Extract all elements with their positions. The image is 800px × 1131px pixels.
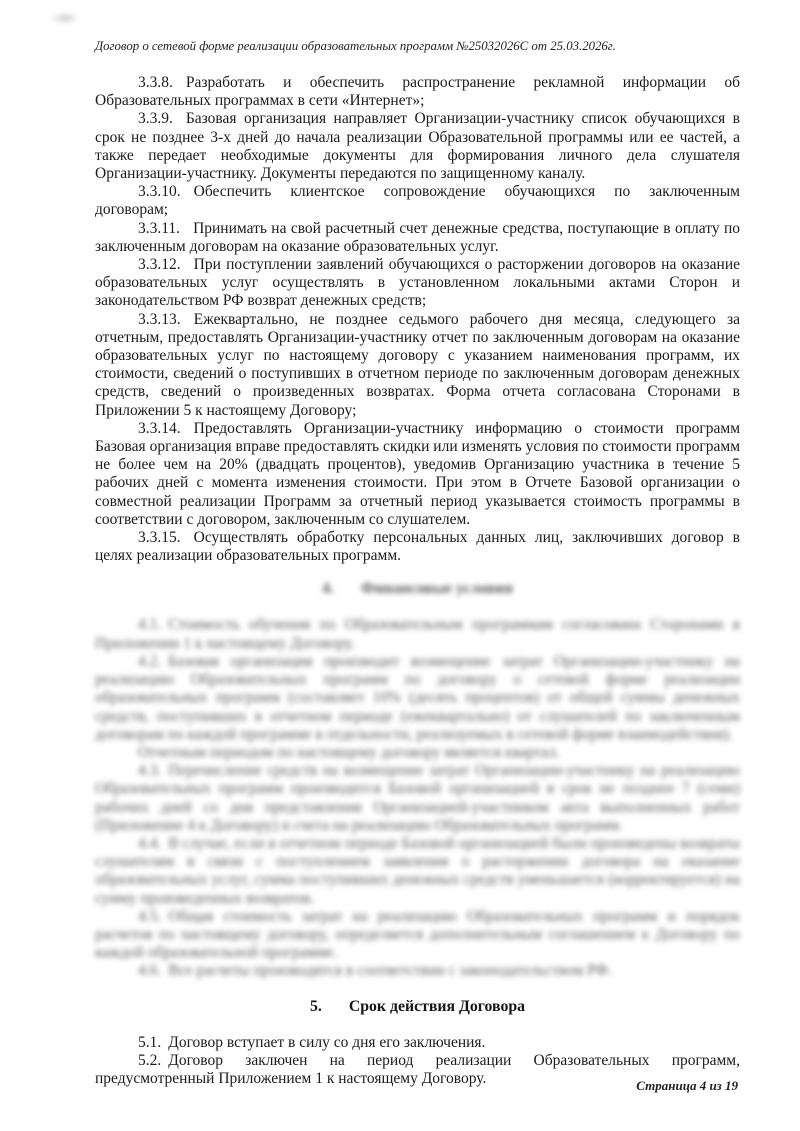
clause-number: 4.1. (138, 616, 162, 634)
clause-text: Осуществлять обработку персональных данных лиц, заключивших договор в целях реализации образовательных программ. (95, 529, 740, 565)
clause-4-4 (95, 835, 740, 908)
clause-number: 4.5. (138, 907, 162, 925)
clause-text: Разработать и обеспечить распространение рекламной информации об Образовательных программах в сети «Интернет»; (95, 74, 740, 110)
clause-number: 3.3.15. (138, 529, 181, 547)
clause-number: 3.3.8. (138, 74, 173, 91)
clause-4-2 (95, 653, 740, 744)
clause-3-3-14 (95, 420, 740, 529)
clause-3-3-10 (95, 183, 740, 219)
clause-number: 4.3. (138, 762, 162, 780)
clause-number: 5.1. (138, 1033, 162, 1051)
clause-number: 5.2. (138, 1051, 162, 1069)
clause-number: 3.3.12. (138, 256, 181, 274)
clause-text: Ежеквартально, не позднее седьмого рабочего дня месяца, следующего за отчетным, предоставлять Организации-участнику отчет по заключенным договорам на оказание образовательных услуг по настоящему договору с указанием наименования программ, их стоимости, сведений о поступивших в отчетном периоде по заключенным договорам денежных средств, сведений о произведенных возвратах. Форма отчета согласована Сторонами в Приложении 5 к настоящему Договору; (95, 310, 740, 419)
clause-text: Обеспечить клиентское сопровождение обучающихся по заключенным договорам; (95, 183, 740, 219)
clause-4-1 (95, 616, 740, 652)
clause-3-3-9 (95, 110, 740, 183)
document-header-title: Договор о сетевой форме реализации образовательных программ №25032026С от 25.03.2026г. (95, 39, 616, 53)
clause-number: 4.4. (138, 834, 162, 852)
document-content (95, 38, 740, 1088)
clause-3-3-12 (95, 256, 740, 311)
clause-text: Договор вступает в силу со дня его заключения. (168, 1033, 486, 1051)
clause-4-6 (95, 962, 740, 980)
section-5-term (95, 997, 740, 1089)
clause-text: Стоимость обучения по Образовательным программам согласована Сторонами в Приложении 1 к настоящему Договору. (95, 616, 740, 652)
page-number: Страница 4 из 19 (636, 1078, 738, 1093)
clause-text: Договор заключен на период реализации Образовательных программ, предусмотренный Приложением 1 к настоящему Договору. (95, 1051, 740, 1087)
clause-number: 3.3.13. (138, 310, 181, 328)
clause-text: В случае, если в отчетном периоде Базовой организацией были произведены возвраты слушателям в связи с поступлением заявления о расторжении договора на оказание образовательных услуг, сумма поступивших денежных средств уменьшается (корректируется) на сумму произведенных возвратов. (95, 834, 740, 907)
clause-4-5 (95, 908, 740, 963)
clause-text: Все расчеты производятся в соответствии с законодательством РФ. (168, 962, 612, 980)
clause-3-3-11 (95, 220, 740, 256)
section-4-heading (95, 579, 740, 599)
clause-text: Базовая организация направляет Организации-участнику список обучающихся в срок не позднее 3-х дней до начала реализации Образовательной программы или ее частей, а также передает необходимые документы для формирования личного дела слушателя Организации-участнику. Документы передаются по защищенному каналу. (95, 110, 740, 183)
clause-number: 3.3.9. (138, 110, 173, 128)
section-title: Срок действия Договора (348, 997, 526, 1015)
section-number: 5. (309, 997, 322, 1015)
clause-3-3-13 (95, 311, 740, 420)
clause-number: 4.6. (138, 962, 162, 980)
clause-text: Общая стоимость затрат на реализацию Образовательных программ и порядок расчетов по настоящему договору, определяется дополнительным соглашением к Договору по каждой образовательной программе. (95, 907, 740, 962)
clause-text: Предоставлять Организации-участнику информацию о стоимости программ Базовая организация вправе предоставлять скидки или изменять условия по стоимости программ не более чем на 20% (двадцать процентов), уведомив Организацию участника в течение 5 рабочих дней с момента изменения стоимости. При этом в Отчете Базовой организации о совместной реализации Программ за отчетный период указывается стоимость программы в соответствии с договором, заключенным со слушателем. (95, 419, 740, 528)
clause-text: При поступлении заявлений обучающихся о расторжении договоров на оказание образовательных услуг осуществлять в установленном локальными актами Сторон и законодательством РФ возврат денежных средств; (95, 256, 740, 310)
clause-text: Перечисление средств на возмещение затрат Организации-участнику на реализацию Образовательных программ производится Базовой организацией в срок не позднее 7 (семи) рабочих дней со дня представления Организацией-участником акта выполненных работ (Приложение 4 к Договору) и счета на реализацию Образовательных программ. (95, 762, 740, 834)
section-5-heading (95, 997, 740, 1017)
section-number: 4. (322, 580, 334, 598)
clause-number: 3.3.14. (138, 419, 181, 437)
clause-4-2-note: Отчетным периодом по настоящему договору является квартал. (138, 743, 560, 761)
clause-number: 4.2. (138, 652, 162, 670)
clause-4-3 (95, 762, 740, 835)
section-3-obligations (95, 74, 740, 565)
clause-number: 3.3.10. (138, 183, 181, 201)
clause-3-3-8 (95, 74, 740, 110)
section-4-financial-terms-blurred (95, 579, 740, 980)
clause-number: 3.3.11. (138, 219, 181, 237)
clause-3-3-15 (95, 529, 740, 565)
clause-text: Принимать на свой расчетный счет денежные средства, поступающие в оплату по заключенным договорам на оказание образовательных услуг. (95, 219, 740, 255)
clause-5-1 (95, 1034, 740, 1052)
clause-text: Базовая организация производит возмещение затрат Организации-участнику на реализацию Образовательных программ по договору о сетевой форме реализации образовательных программ (составляет 10% (десять процентов) от общей суммы денежных средств, поступивших в отчетном периоде (ежеквартально) от слушателей по заключенным договорам по каждой программе в отдельности, реализуемых в сетевой форме взаимодействия). (95, 652, 740, 743)
scan-artifact (50, 12, 80, 24)
section-title: Финансовые условия (360, 580, 513, 598)
